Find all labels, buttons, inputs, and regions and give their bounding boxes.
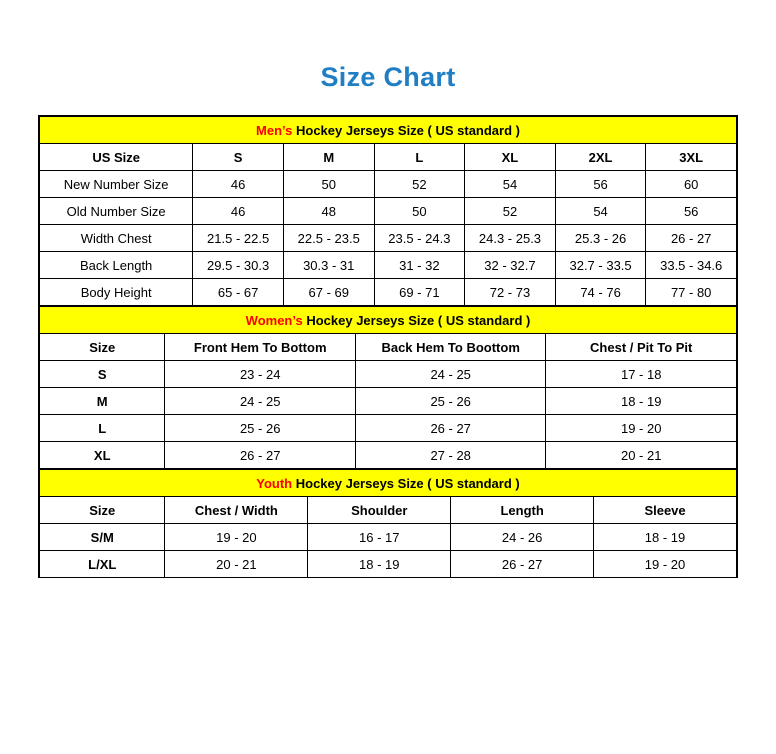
mens-cell: 52 (374, 171, 465, 198)
womens-row-label: L (40, 415, 165, 442)
womens-header-row (40, 334, 737, 361)
womens-cell: 26 - 27 (355, 415, 545, 442)
youth-cell: 19 - 20 (165, 524, 308, 551)
youth-banner-row (40, 470, 737, 497)
mens-cell: 50 (374, 198, 465, 225)
mens-cell: 56 (646, 198, 737, 225)
youth-header-cell: Length (451, 497, 594, 524)
mens-cell: 24.3 - 25.3 (465, 225, 556, 252)
mens-cell: 50 (283, 171, 374, 198)
womens-row-label: XL (40, 442, 165, 469)
mens-cell: 32.7 - 33.5 (555, 252, 646, 279)
mens-cell: 30.3 - 31 (283, 252, 374, 279)
mens-banner (40, 117, 737, 144)
mens-row-label: Back Length (40, 252, 193, 279)
womens-header-cell: Back Hem To Boottom (355, 334, 545, 361)
youth-header-cell: Chest / Width (165, 497, 308, 524)
mens-header-cell: S (193, 144, 284, 171)
table-row (40, 279, 737, 306)
mens-cell: 25.3 - 26 (555, 225, 646, 252)
womens-banner (40, 307, 737, 334)
mens-header-cell: XL (465, 144, 556, 171)
mens-cell: 26 - 27 (646, 225, 737, 252)
womens-cell: 19 - 20 (546, 415, 737, 442)
mens-banner-rest: Hockey Jerseys Size ( US standard ) (292, 122, 520, 138)
table-row (40, 171, 737, 198)
youth-cell: 20 - 21 (165, 551, 308, 578)
mens-cell: 74 - 76 (555, 279, 646, 306)
mens-cell: 52 (465, 198, 556, 225)
youth-cell: 24 - 26 (451, 524, 594, 551)
youth-cell: 18 - 19 (308, 551, 451, 578)
youth-header-cell: Shoulder (308, 497, 451, 524)
mens-cell: 67 - 69 (283, 279, 374, 306)
womens-header-cell: Chest / Pit To Pit (546, 334, 737, 361)
mens-cell: 60 (646, 171, 737, 198)
youth-banner-rest: Hockey Jerseys Size ( US standard ) (292, 475, 520, 491)
mens-cell: 46 (193, 198, 284, 225)
womens-banner-rest: Hockey Jerseys Size ( US standard ) (302, 312, 531, 328)
mens-cell: 29.5 - 30.3 (193, 252, 284, 279)
womens-cell: 17 - 18 (546, 361, 737, 388)
table-row (40, 551, 737, 578)
mens-row-label: New Number Size (40, 171, 193, 198)
mens-cell: 46 (193, 171, 284, 198)
womens-cell: 24 - 25 (165, 388, 355, 415)
mens-header-row (40, 144, 737, 171)
mens-cell: 72 - 73 (465, 279, 556, 306)
youth-cell: 19 - 20 (594, 551, 737, 578)
mens-header-cell: M (283, 144, 374, 171)
youth-row-label: S/M (40, 524, 165, 551)
womens-cell: 20 - 21 (546, 442, 737, 469)
mens-header-cell: US Size (40, 144, 193, 171)
mens-cell: 69 - 71 (374, 279, 465, 306)
mens-header-cell: 3XL (646, 144, 737, 171)
mens-banner-row (40, 117, 737, 144)
table-row (40, 252, 737, 279)
mens-cell: 56 (555, 171, 646, 198)
mens-cell: 48 (283, 198, 374, 225)
mens-cell: 54 (555, 198, 646, 225)
mens-row-label: Old Number Size (40, 198, 193, 225)
mens-cell: 23.5 - 24.3 (374, 225, 465, 252)
youth-header-row (40, 497, 737, 524)
womens-cell: 25 - 26 (165, 415, 355, 442)
womens-banner-row (40, 307, 737, 334)
page-title: Size Chart (320, 62, 456, 92)
youth-cell: 26 - 27 (451, 551, 594, 578)
table-row (40, 415, 737, 442)
mens-cell: 33.5 - 34.6 (646, 252, 737, 279)
womens-cell: 26 - 27 (165, 442, 355, 469)
womens-header-cell: Front Hem To Bottom (165, 334, 355, 361)
mens-header-cell: 2XL (555, 144, 646, 171)
table-row (40, 361, 737, 388)
table-row (40, 225, 737, 252)
youth-cell: 16 - 17 (308, 524, 451, 551)
mens-cell: 54 (465, 171, 556, 198)
size-chart-container (38, 115, 738, 578)
youth-header-cell: Sleeve (594, 497, 737, 524)
youth-cell: 18 - 19 (594, 524, 737, 551)
womens-cell: 25 - 26 (355, 388, 545, 415)
mens-cell: 77 - 80 (646, 279, 737, 306)
size-chart-page (0, 62, 776, 754)
table-row (40, 198, 737, 225)
youth-banner (40, 470, 737, 497)
womens-header-cell: Size (40, 334, 165, 361)
youth-size-table (39, 469, 737, 578)
womens-cell: 23 - 24 (165, 361, 355, 388)
womens-cell: 27 - 28 (355, 442, 545, 469)
mens-cell: 65 - 67 (193, 279, 284, 306)
mens-size-table (39, 116, 737, 306)
table-row (40, 524, 737, 551)
womens-row-label: M (40, 388, 165, 415)
table-row (40, 442, 737, 469)
mens-cell: 32 - 32.7 (465, 252, 556, 279)
mens-cell: 31 - 32 (374, 252, 465, 279)
womens-cell: 24 - 25 (355, 361, 545, 388)
womens-row-label: S (40, 361, 165, 388)
youth-row-label: L/XL (40, 551, 165, 578)
womens-banner-accent: Women’s (245, 312, 303, 328)
mens-cell: 21.5 - 22.5 (193, 225, 284, 252)
mens-row-label: Width Chest (40, 225, 193, 252)
youth-banner-accent: Youth (256, 475, 293, 491)
womens-size-table (39, 306, 737, 469)
table-row (40, 388, 737, 415)
youth-header-cell: Size (40, 497, 165, 524)
mens-cell: 22.5 - 23.5 (283, 225, 374, 252)
mens-header-cell: L (374, 144, 465, 171)
mens-row-label: Body Height (40, 279, 193, 306)
mens-banner-accent: Men’s (256, 122, 293, 138)
womens-cell: 18 - 19 (546, 388, 737, 415)
